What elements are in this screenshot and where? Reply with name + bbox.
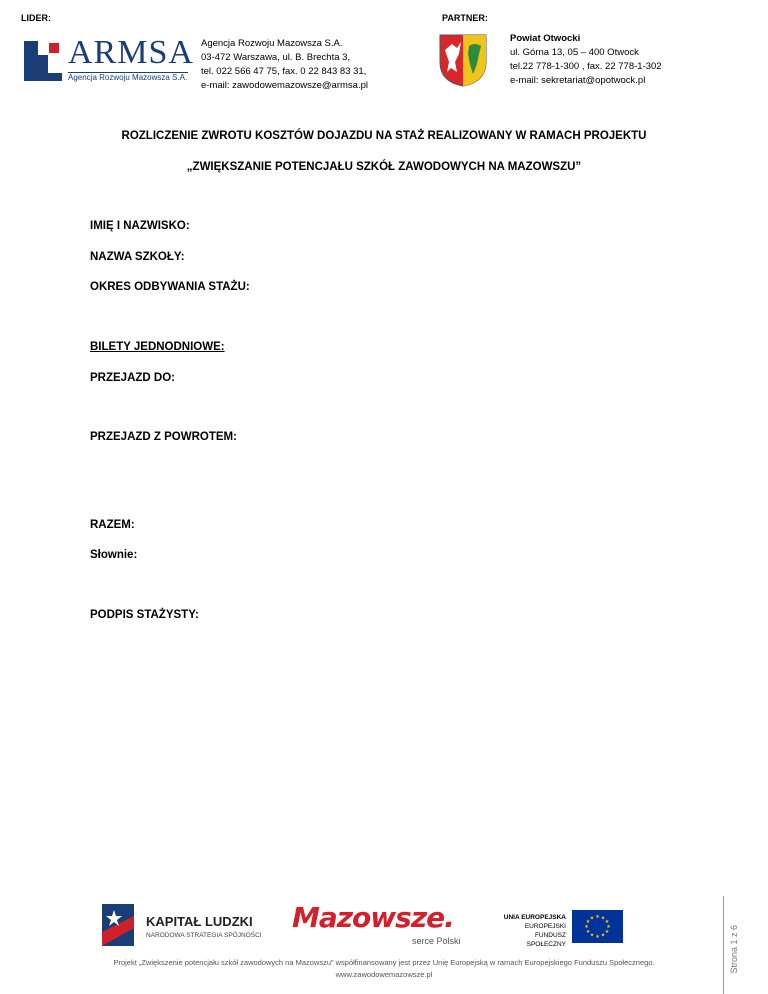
svg-text:★: ★ bbox=[589, 915, 595, 922]
mazowsze-logo: Mazowsze. bbox=[292, 901, 454, 934]
svg-text:★: ★ bbox=[584, 924, 589, 930]
contact-line: e-mail: sekretariat@opotwock.pl bbox=[510, 75, 646, 86]
project-name: „ZWIĘKSZANIE POTENCJAŁU SZKÓŁ ZAWODOWYCH NA MAZOWSZU” bbox=[186, 161, 582, 173]
kapital-ludzki-subtitle: NARODOWA STRATEGIA SPÓJNOŚCI bbox=[146, 932, 262, 939]
tickets-heading: BILETY JEDNODNIOWE: bbox=[90, 341, 225, 353]
eu-subtitle: EUROPEJSKI bbox=[524, 923, 566, 930]
mazowsze-subtitle: serce Polski bbox=[412, 936, 461, 946]
svg-text:★: ★ bbox=[595, 934, 600, 940]
field-ride-return-label: PRZEJAZD Z POWROTEM: bbox=[90, 431, 237, 443]
field-total-label: RAZEM: bbox=[90, 519, 135, 531]
armsa-logo-word: ARMSA bbox=[68, 34, 194, 71]
contact-line: 03-472 Warszawa, ul. B. Brechta 3, bbox=[201, 52, 351, 63]
armsa-contact bbox=[201, 37, 368, 93]
svg-text:★: ★ bbox=[585, 929, 591, 935]
contact-line: tel. 022 566 47 75, fax. 0 22 843 83 31, bbox=[201, 66, 367, 77]
field-words-label: Słownie: bbox=[90, 549, 138, 561]
document-title: ROZLICZENIE ZWROTU KOSZTÓW DOJAZDU NA STAŻ REALIZOWANY W RAMACH PROJEKTU bbox=[121, 130, 647, 142]
field-school-label: NAZWA SZKOŁY: bbox=[90, 251, 185, 263]
kapital-ludzki-icon bbox=[100, 902, 136, 948]
svg-text:★: ★ bbox=[585, 919, 591, 925]
footer-website: www.zawodowemazowsze.pl bbox=[335, 970, 433, 979]
footer-logos bbox=[100, 900, 630, 950]
contact-line: Agencja Rozwoju Mazowsza S.A. bbox=[201, 38, 343, 49]
field-ride-to-label: PRZEJAZD DO: bbox=[90, 372, 175, 384]
footer-project-note: Projekt „Zwiększenie potencjału szkół zawodowych na Mazowszu” współfinansowany jest przez Unię Europejską w ramach Europejskiego Funduszu Społecznego. bbox=[113, 958, 655, 967]
kapital-ludzki-title: KAPITAŁ LUDZKI bbox=[146, 914, 253, 929]
eu-subtitle: FUNDUSZ SPOŁECZNY bbox=[526, 932, 566, 948]
lider-label: LIDER: bbox=[21, 13, 51, 23]
field-signature-label: PODPIS STAŻYSTY: bbox=[90, 609, 199, 621]
armsa-mark-icon bbox=[18, 37, 66, 83]
eu-logo-text bbox=[500, 913, 566, 949]
page-number: Strona 1 z 6 bbox=[729, 925, 739, 974]
eu-title: UNIA EUROPEJSKA bbox=[503, 914, 566, 921]
svg-text:★: ★ bbox=[604, 929, 610, 935]
page-number-rule bbox=[723, 896, 724, 994]
svg-text:★: ★ bbox=[589, 932, 595, 939]
contact-line: e-mail: zawodowemazowsze@armsa.pl bbox=[201, 80, 368, 91]
svg-text:★: ★ bbox=[606, 924, 611, 930]
partner-label: PARTNER: bbox=[442, 13, 488, 23]
svg-text:★: ★ bbox=[600, 915, 606, 922]
contact-line: ul. Górna 13, 05 – 400 Otwock bbox=[510, 47, 639, 58]
armsa-logo bbox=[18, 34, 194, 85]
svg-text:★: ★ bbox=[600, 932, 606, 939]
partner-contact bbox=[510, 32, 662, 88]
eu-flag-icon bbox=[572, 910, 623, 943]
armsa-logo-subtitle: Agencja Rozwoju Mazowsza S.A. bbox=[68, 73, 188, 82]
partner-name: Powiat Otwocki bbox=[510, 33, 581, 44]
svg-text:★: ★ bbox=[604, 919, 610, 925]
contact-line: tel.22 778-1-300 , fax. 22 778-1-302 bbox=[510, 61, 662, 72]
field-name-label: IMIĘ I NAZWISKO: bbox=[90, 220, 190, 232]
field-period-label: OKRES ODBYWANIA STAŻU: bbox=[90, 281, 250, 293]
svg-text:★: ★ bbox=[595, 914, 600, 920]
coat-of-arms-icon bbox=[437, 32, 489, 87]
